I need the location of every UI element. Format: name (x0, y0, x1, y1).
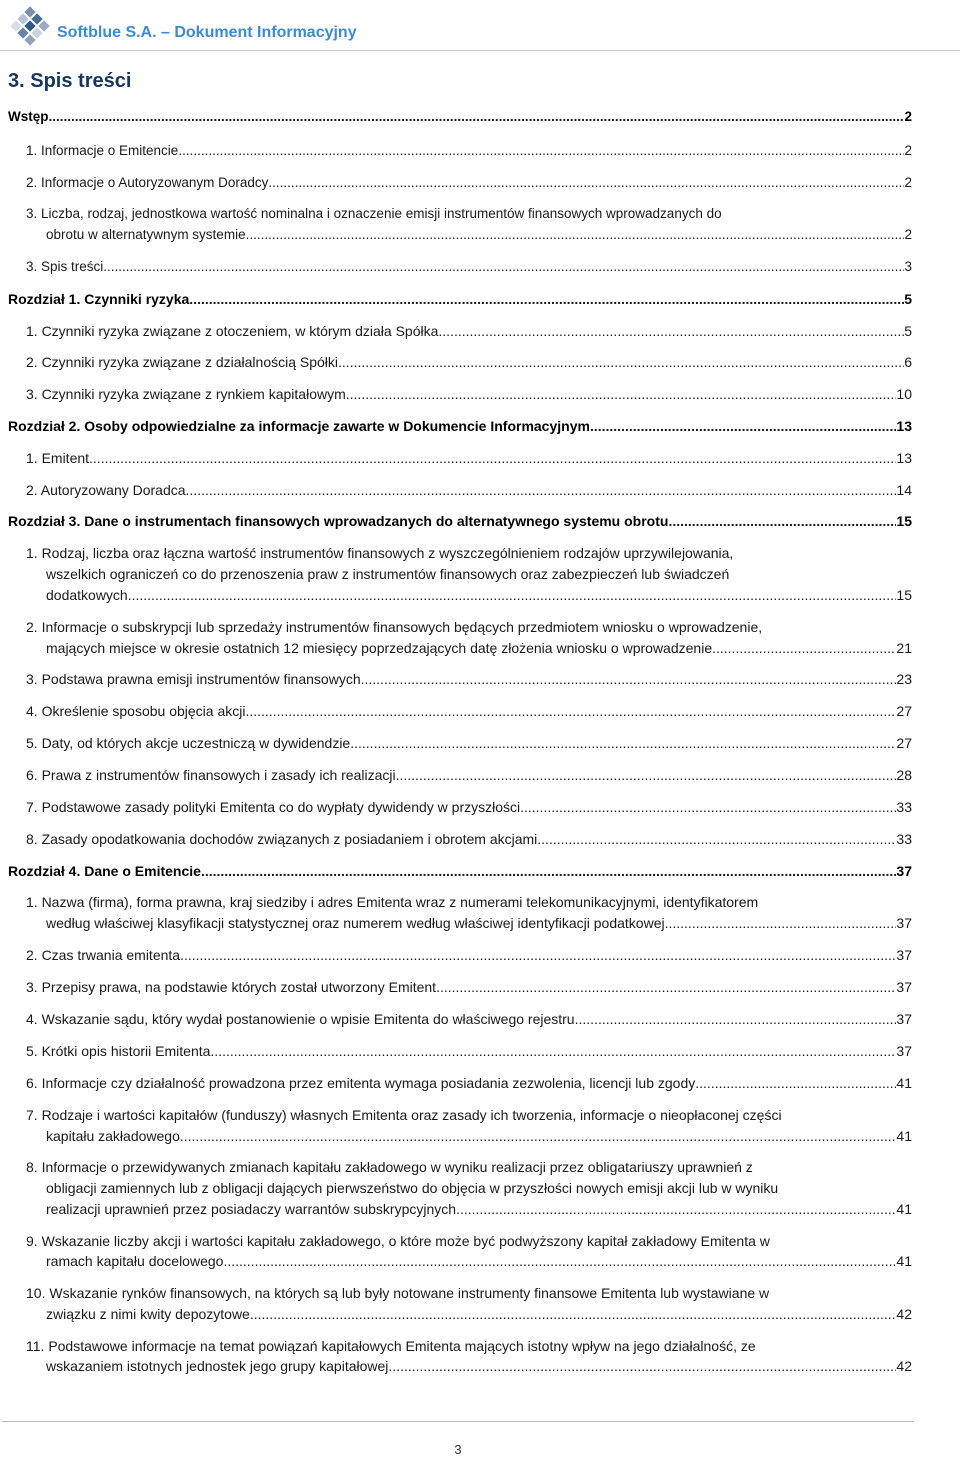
toc-leader (695, 1073, 896, 1093)
toc-entry-line[interactable]: 9. Wskazanie liczby akcji i wartości kapitału zakładowego, o które może być podwyższony kapitał zakładowy Emitenta w (26, 1233, 770, 1249)
toc-entry-page: 13 (896, 450, 912, 466)
toc-entry-page: 3 (904, 259, 912, 274)
toc-leader (201, 861, 896, 881)
toc-leader (668, 511, 896, 531)
toc-entry-wstep[interactable] (8, 107, 912, 127)
toc-entry-page: 27 (896, 703, 912, 719)
toc-entry-label: związku z nimi kwity depozytowe (46, 1306, 250, 1322)
toc-entry-page: 28 (896, 767, 912, 783)
toc-entry[interactable] (26, 765, 912, 785)
toc-entry[interactable] (26, 977, 912, 997)
toc-entry-line[interactable]: 1. Rodzaj, liczba oraz łączna wartość instrumentów finansowych z wyszczególnieniem rodzajów uprzywilejowania, (26, 545, 734, 561)
toc-leader (128, 585, 897, 605)
toc-entry-label: 3. Czynniki ryzyka związane z rynkiem kapitałowym (26, 386, 346, 402)
toc-entry-page: 6 (904, 354, 912, 370)
toc-entry[interactable] (26, 173, 912, 193)
toc-entry-label: 1. Emitent (26, 450, 90, 466)
toc-entry-label: 5. Daty, od których akcje uczestniczą w dywidendzie (26, 735, 351, 751)
toc-entry-label: dodatkowych (46, 587, 128, 603)
toc-entry-page: 2 (904, 227, 912, 242)
toc-entry-page: 2 (904, 109, 912, 124)
toc-entry[interactable] (46, 638, 912, 658)
toc-entry-label: 4. Określenie sposobu objęcia akcji (26, 703, 246, 719)
toc-leader (223, 1251, 896, 1271)
toc-leader (268, 173, 904, 193)
toc-entry-page: 10 (896, 386, 912, 402)
toc-entry-label: 6. Prawa z instrumentów finansowych i zasady ich realizacji (26, 767, 396, 783)
toc-entry-label: 4. Wskazanie sądu, który wydał postanowienie o wpisie Emitenta do właściwego rejestru (26, 1011, 575, 1027)
toc-leader (49, 107, 905, 127)
toc-entry[interactable] (46, 1126, 912, 1146)
toc-entry-label: 1. Informacje o Emitencie (26, 143, 179, 158)
toc-entry-label: 8. Zasady opodatkowania dochodów związanych z posiadaniem i obrotem akcjami (26, 831, 538, 847)
toc-entry-line[interactable]: 3. Liczba, rodzaj, jednostkowa wartość nominalna i oznaczenie emisji instrumentów finansowych wprowadzanych do (26, 206, 722, 221)
toc-chapter-4[interactable] (8, 861, 912, 881)
toc-leader (103, 257, 904, 277)
toc-entry[interactable] (26, 321, 912, 341)
toc-leader (180, 1126, 897, 1146)
toc-chapter-2[interactable] (8, 416, 912, 436)
toc-entry-label: Rozdział 3. Dane o instrumentach finansowych wprowadzanych do alternatywnego systemu obrotu (8, 513, 669, 529)
toc-entry-line[interactable]: wszelkich ograniczeń co do przenoszenia praw z instrumentów finansowych oraz zabezpieczeń lub świadczeń (46, 566, 730, 582)
toc-entry[interactable] (26, 797, 912, 817)
toc-entry-label: Wstęp (8, 109, 49, 124)
toc-entry-page: 33 (896, 799, 912, 815)
toc-entry-label: 2. Autoryzowany Doradca (26, 482, 186, 498)
toc-entry-page: 33 (896, 831, 912, 847)
toc-entry[interactable] (46, 1199, 912, 1219)
toc-entry[interactable] (46, 913, 912, 933)
toc-entry-page: 15 (896, 513, 912, 529)
toc-leader (456, 1199, 896, 1219)
toc-leader (250, 1304, 897, 1324)
toc-entry-page: 21 (896, 640, 912, 656)
toc-entry-page: 37 (896, 979, 912, 995)
toc-entry-line[interactable]: 2. Informacje o subskrypcji lub sprzedaży instrumentów finansowych będących przedmiotem wniosku o wprowadzenie, (26, 619, 763, 635)
toc-entry-label: 3. Podstawa prawna emisji instrumentów finansowych (26, 671, 361, 687)
header-title: Softblue S.A. – Dokument Informacyjny (57, 24, 357, 41)
toc-entry-page: 2 (904, 175, 912, 190)
toc-entry[interactable] (26, 733, 912, 753)
toc-entry-label: 3. Przepisy prawa, na podstawie których został utworzony Emitent (26, 979, 437, 995)
toc-entry-label: ramach kapitału docelowego (46, 1253, 224, 1269)
toc-entry-page: 37 (896, 1011, 912, 1027)
toc-entry[interactable] (26, 1073, 912, 1093)
toc-entry[interactable] (26, 701, 912, 721)
toc-entry-label: mających miejsce w okresie ostatnich 12 miesięcy poprzedzających datę złożenia wniosku o wprowadzenie (46, 640, 713, 656)
toc-leader (210, 1041, 896, 1061)
toc-entry-label: wskazaniem istotnych jednostek jego grupy kapitałowej (46, 1358, 389, 1374)
toc-entry-page: 14 (896, 482, 912, 498)
toc-entry-label: według właściwej klasyfikacji statystycznej oraz numerem według właściwej identyfikacji podatkowej (46, 915, 665, 931)
toc-chapter-1[interactable] (8, 289, 912, 309)
toc-leader (178, 141, 904, 161)
toc-entry-page: 41 (896, 1201, 912, 1217)
toc-leader (665, 913, 897, 933)
toc-entry-label: 2. Czas trwania emitenta (26, 947, 181, 963)
toc-entry[interactable] (26, 945, 912, 965)
toc-entry-line[interactable]: 10. Wskazanie rynków finansowych, na których są lub były notowane instrumenty finansowe Emitenta lub wystawiane w (26, 1285, 770, 1301)
toc-entry-page: 42 (896, 1358, 912, 1374)
toc-leader (346, 384, 897, 404)
toc-leader (180, 945, 896, 965)
toc-entry-page: 41 (896, 1128, 912, 1144)
toc-entry[interactable] (26, 257, 912, 277)
toc-leader (438, 321, 904, 341)
toc-leader (396, 765, 897, 785)
toc-entry[interactable] (26, 384, 912, 404)
toc-entry-page: 41 (896, 1253, 912, 1269)
toc-entry-label: 6. Informacje czy działalność prowadzona przez emitenta wymaga posiadania zezwolenia, licencji lub zgody (26, 1075, 696, 1091)
toc-entry[interactable] (46, 585, 912, 605)
footer-divider (2, 1421, 914, 1422)
toc-entry-page: 37 (896, 947, 912, 963)
toc-leader (245, 701, 896, 721)
toc-entry-line[interactable]: 11. Podstawowe informacje na temat powiązań kapitałowych Emitenta mających istotny wpływ na jego działalność, ze (26, 1338, 756, 1354)
toc-entry-line[interactable]: 8. Informacje o przewidywanych zmianach kapitału zakładowego w wyniku realizacji przez obligatariuszy uprawnień z (26, 1159, 753, 1175)
toc-entry-label: 2. Informacje o Autoryzowanym Doradcy (26, 175, 269, 190)
toc-leader (590, 416, 896, 436)
toc-entry-page: 23 (896, 671, 912, 687)
toc-entry-page: 42 (896, 1306, 912, 1322)
toc-entry-label: 3. Spis treści (26, 259, 104, 274)
toc-leader (186, 480, 897, 500)
toc-entry-label: kapitału zakładowego (46, 1128, 180, 1144)
toc-entry-label: realizacji uprawnień przez posiadaczy warrantów subskrypcyjnych (46, 1201, 457, 1217)
toc-entry-line[interactable]: 7. Rodzaje i wartości kapitałów (funduszy) własnych Emitenta oraz zasady ich tworzenia, informacje o nieopłaconej części (26, 1107, 782, 1123)
toc-leader (537, 829, 896, 849)
toc-entry-label: 2. Czynniki ryzyka związane z działalnością Spółki (26, 354, 339, 370)
toc-entry[interactable] (46, 1356, 912, 1376)
toc-entry-page: 5 (904, 323, 912, 339)
toc-leader (388, 1356, 896, 1376)
toc-entry-label: 5. Krótki opis historii Emitenta (26, 1043, 211, 1059)
toc-entry-page: 2 (904, 143, 912, 158)
toc-entry[interactable] (46, 1304, 912, 1324)
toc-entry[interactable] (26, 480, 912, 500)
toc-leader (89, 448, 896, 468)
toc-leader (436, 977, 896, 997)
toc-leader (712, 638, 896, 658)
toc-entry-page: 13 (896, 418, 912, 434)
toc-entry-label: 7. Podstawowe zasady polityki Emitenta co do wypłaty dywidendy w przyszłości (26, 799, 521, 815)
toc-leader (338, 352, 904, 372)
toc-entry[interactable] (46, 225, 912, 245)
toc-entry-page: 15 (896, 587, 912, 603)
toc-entry-line[interactable]: 1. Nazwa (firma), forma prawna, kraj siedziby i adres Emitenta wraz z numerami telekomunikacyjnymi, identyfikatorem (26, 894, 759, 910)
toc-leader (246, 225, 905, 245)
toc-entry-label: 1. Czynniki ryzyka związane z otoczeniem, w którym działa Spółka (26, 323, 439, 339)
toc-leader (575, 1009, 897, 1029)
toc-entry[interactable] (26, 829, 912, 849)
toc-entry-label: obrotu w alternatywnym systemie (46, 227, 246, 242)
toc-entry-page: 37 (896, 863, 912, 879)
toc-leader (189, 289, 904, 309)
toc-entry[interactable] (26, 1041, 912, 1061)
toc-entry[interactable] (26, 1009, 912, 1029)
toc-leader (520, 797, 896, 817)
toc-leader (350, 733, 896, 753)
toc-entry-page: 27 (896, 735, 912, 751)
toc-chapter-3[interactable] (8, 511, 912, 531)
toc-entry-page: 37 (896, 1043, 912, 1059)
toc-entry-page: 41 (896, 1075, 912, 1091)
toc-entry[interactable] (26, 352, 912, 372)
toc-entry-page: 37 (896, 915, 912, 931)
toc-entry[interactable] (26, 448, 912, 468)
toc-entry-label: Rozdział 4. Dane o Emitencie (8, 863, 201, 879)
toc-entry-line[interactable]: obligacji zamiennych lub z obligacji dających pierwszeństwo do objęcia w przyszłości nowych emisji akcji lub w wyniku (46, 1180, 779, 1196)
toc-entry[interactable] (26, 669, 912, 689)
toc-entry[interactable] (46, 1251, 912, 1271)
toc-entry-label: Rozdział 1. Czynniki ryzyka (8, 291, 190, 307)
page-number: 3 (454, 1442, 462, 1457)
toc-entry[interactable] (26, 141, 912, 161)
section-title: 3. Spis treści (8, 70, 132, 92)
toc-leader (361, 669, 897, 689)
toc-entry-label: Rozdział 2. Osoby odpowiedzialne za informacje zawarte w Dokumencie Informacyjnym (8, 418, 590, 434)
toc-entry-page: 5 (904, 291, 912, 307)
